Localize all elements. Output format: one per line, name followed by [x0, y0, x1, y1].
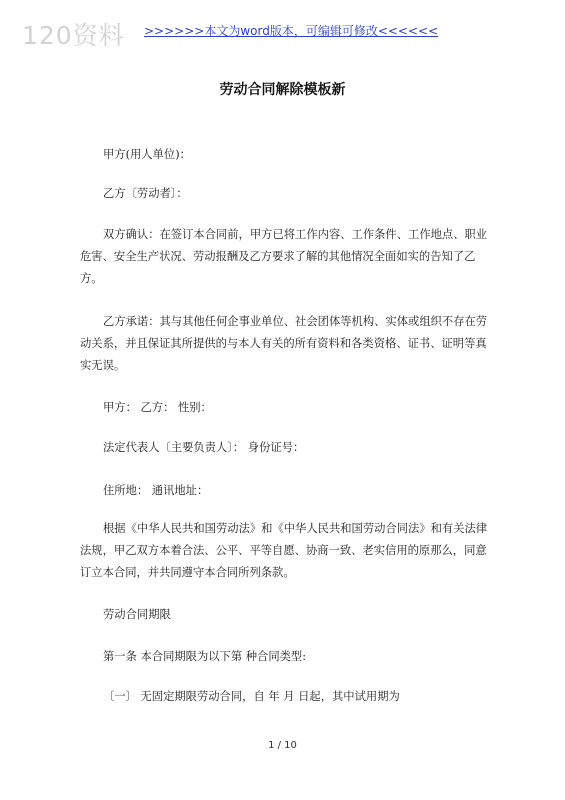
legal-basis-paragraph: 根据《中华人民共和国劳动法》和《中华人民共和国劳动合同法》和有关法律法规，甲乙双方本着合法、公平、平等自愿、协商一致、老实信用的原那么，同意订立本合同，并共同遵守本合同所列条款。: [80, 522, 488, 579]
indefinite-term-line: 〔一〕 无固定期限劳动合同，自 年 月 日起，其中试用期为: [103, 690, 400, 703]
commitment-paragraph: 乙方承诺：其与其他任何企事业单位、社会团体等机构、实体或组织不存在劳动关系，并且保证其所提供的与本人有关的所有资料和各类资格、证书、证明等真实无误。: [80, 315, 488, 372]
representative-line: 法定代表人〔主要负责人〕： 身份证号：: [103, 441, 305, 454]
watermark-logo: 120资料: [22, 21, 125, 50]
page-number: 1 / 10: [268, 740, 297, 751]
party-a-line: 甲方(用人单位)：: [103, 148, 191, 161]
document-title: 劳动合同解除模板新: [219, 82, 346, 98]
party-b-line: 乙方〔劳动者〕：: [103, 187, 188, 200]
party-gender-line: 甲方： 乙方： 性别：: [103, 401, 212, 414]
address-line: 住所地： 通讯地址：: [103, 484, 209, 497]
section-heading-term: 劳动合同期限: [103, 608, 171, 621]
article-one-line: 第一条 本合同期限为以下第 种合同类型:: [103, 650, 307, 663]
confirmation-paragraph: 双方确认：在签订本合同前，甲方已将工作内容、工作条件、工作地点、职业危害、安全生产状况、劳动报酬及乙方要求了解的其他情况全面如实的告知了乙方。: [80, 228, 488, 285]
editable-version-banner[interactable]: >>>>>>本文为word版本，可编辑可修改<<<<<<: [144, 24, 439, 38]
